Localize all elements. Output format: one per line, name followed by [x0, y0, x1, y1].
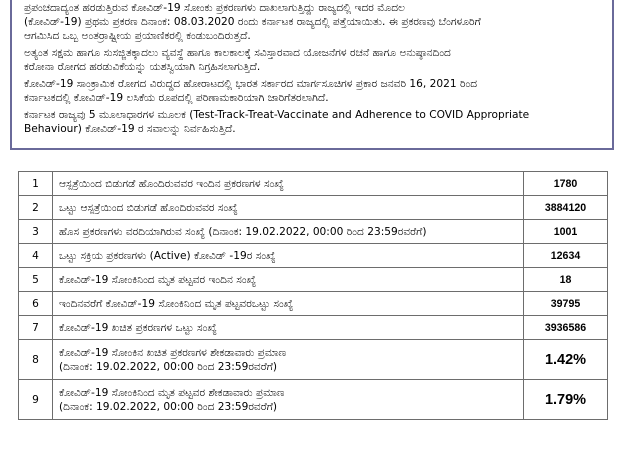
table-row [19, 340, 608, 380]
row-value: 3936586 [524, 316, 608, 340]
row-label: ಆಸ್ಪತ್ರೆಯಿಂದ ಬಿಡುಗಡೆ ಹೊಂದಿರುವವರ ಇಂದಿನ ಪ್ರಕರಣಗಳ ಸಂಖ್ಯೆ [53, 172, 524, 196]
row-label: ಇಂದಿನವರೆಗೆ ಕೋವಿಡ್-19 ಸೋಂಕಿನಿಂದ ಮೃತ ಪಟ್ಟವರಒಟ್ಟು ಸಂಖ್ಯೆ [53, 292, 524, 316]
row-label-cell [53, 340, 524, 380]
row-label: ಕೋವಿಡ್-19 ಖಚಿತ ಪ್ರಕರಣಗಳ ಒಟ್ಟು ಸಂಖ್ಯೆ [53, 316, 524, 340]
row-number: 5 [19, 268, 53, 292]
table-row [19, 316, 608, 340]
table-row [19, 380, 608, 420]
row-value: 39795 [524, 292, 608, 316]
intro-line: ಪ್ರಪಂಚದಾದ್ಯಂತ ಹರಡುತ್ತಿರುವ ಕೋವಿಡ್-19 ಸೋಂಕು ಪ್ರಕರಣಗಳು ದಾಖಲಾಗುತ್ತಿದ್ದು ರಾಜ್ಯದಲ್ಲಿ ಇದರ ಮೊದಲ [24, 2, 405, 14]
row-number: 1 [19, 172, 53, 196]
row-label: ಕೋವಿಡ್-19 ಸೋಂಕಿನಿಂದ ಮೃತ ಪಟ್ಟವರ ಇಂದಿನ ಸಂಖ್ಯೆ [53, 268, 524, 292]
row-number: 2 [19, 196, 53, 220]
row-label-cell [53, 380, 524, 420]
row-number: 9 [19, 380, 53, 420]
row-number: 3 [19, 220, 53, 244]
intro-line: ಕೋವಿಡ್-19 ಸಾಂಕ್ರಾಮಿಕ ರೋಗದ ವಿರುದ್ಧದ ಹೋರಾಟದಲ್ಲಿ ಭಾರತ ಸರ್ಕಾರದ ಮಾರ್ಗಸೂಚಿಗಳ ಪ್ರಕಾರ ಜನವರಿ 16, 2021 ರಿಂದ [24, 78, 478, 90]
intro-box [10, 0, 614, 150]
table-row [19, 196, 608, 220]
intro-line: (ಕೋವಿಡ್-19) ಪ್ರಥಮ ಪ್ರಕರಣ ದಿನಾಂಕ: 08.03.2020 ರಂದು ಕರ್ನಾಟಕ ರಾಜ್ಯದಲ್ಲಿ ಪತ್ತೆಯಾಯಿತು. ಈ ಪ್ರಕರಣವು ಬೆಂಗಳೂರಿಗೆ [24, 16, 481, 28]
intro-line: Behaviour) ಕೋವಿಡ್-19 ರ ಸವಾಲನ್ನು ನಿರ್ವಹಿಸುತ್ತಿದೆ. [24, 123, 236, 135]
row-value: 12634 [524, 244, 608, 268]
intro-line: ಕರ್ನಾಟಕ ರಾಜ್ಯವು 5 ಮೂಲಾಧಾರಗಳ ಮೂಲಕ (Test-Track-Treat-Vaccinate and Adherence to COVID Appropriate [24, 109, 530, 121]
row-value: 3884120 [524, 196, 608, 220]
row-value: 18 [524, 268, 608, 292]
row-date-range: (ದಿನಾಂಕ: 19.02.2022, 00:00 ರಿಂದ 23:59ರವರೆಗೆ) [59, 360, 278, 373]
row-label: ಒಟ್ಟು ಆಸ್ಪತ್ರೆಯಿಂದ ಬಿಡುಗಡೆ ಹೊಂದಿರುವವರ ಸಂಖ್ಯೆ [53, 196, 524, 220]
table-row [19, 172, 608, 196]
intro-line: ಕರೋನಾ ರೋಗದ ಹರಡುವಿಕೆಯನ್ನು ಯಶಸ್ವಿಯಾಗಿ ನಿಗ್ರಹಿಸಲಾಗುತ್ತಿದೆ. [24, 61, 261, 73]
table-row [19, 292, 608, 316]
row-label: ಹೊಸ ಪ್ರಕರಣಗಳು ವರದಿಯಾಗಿರುವ ಸಂಖ್ಯೆ (ದಿನಾಂಕ: 19.02.2022, 00:00 ರಿಂದ 23:59ರವರೆಗೆ) [53, 220, 524, 244]
row-value: 1001 [524, 220, 608, 244]
row-label: ಕೋವಿಡ್-19 ಸೋಂಕಿನಿಂದ ಮೃತ ಪಟ್ಟವರ ಶೇಕಡಾವಾರು ಪ್ರಮಾಣ [59, 386, 285, 399]
intro-line: ಕರ್ನಾಟಕದಲ್ಲಿ ಕೋವಿಡ್-19 ಲಸಿಕೆಯ ರೂಪದಲ್ಲಿ ಪರಿಣಾಮಕಾರಿಯಾಗಿ ಜಾರಿಗೆತರಲಾಗಿದೆ. [24, 92, 329, 104]
row-number: 7 [19, 316, 53, 340]
covid-stats-table [18, 171, 608, 420]
row-value: 1.42% [524, 340, 608, 380]
row-value: 1780 [524, 172, 608, 196]
row-number: 8 [19, 340, 53, 380]
table-row [19, 220, 608, 244]
row-value: 1.79% [524, 380, 608, 420]
row-date-range: (ದಿನಾಂಕ: 19.02.2022, 00:00 ರಿಂದ 23:59ರವರೆಗೆ) [59, 400, 278, 413]
intro-line: ಆಗಮಿಸಿದ ಒಬ್ಬ ಅಂತರ್ರಾಷ್ಟ್ರೀಯ ಪ್ರಯಾಣಿಕರಲ್ಲಿ ಕಂಡುಬಂದಿರುತ್ತದೆ. [24, 30, 251, 42]
intro-line: ಅತ್ಯಂತ ಸಕ್ಷಮ ಹಾಗೂ ಸುಸಜ್ಜಿತಕ್ಕಾದಲು ವ್ಯವಸ್ಥೆ ಹಾಗೂ ಕಾಲಕಾಲಕ್ಕೆ ಸವಿಸ್ತಾರವಾದ ಯೋಜನೆಗಳ ರಚನೆ ಹಾಗೂ ಅನುಷ್ಠಾನದಿಂದ [24, 47, 451, 59]
row-label: ಒಟ್ಟು ಸಕ್ರಿಯ ಪ್ರಕರಣಗಳು (Active) ಕೋವಿಡ್ -19ರ ಸಂಖ್ಯೆ [53, 244, 524, 268]
table-row [19, 244, 608, 268]
row-number: 4 [19, 244, 53, 268]
row-number: 6 [19, 292, 53, 316]
table-row [19, 268, 608, 292]
row-label: ಕೋವಿಡ್-19 ಸೋಂಕಿನ ಖಚಿತ ಪ್ರಕರಣಗಳ ಶೇಕಡಾವಾರು ಪ್ರಮಾಣ [59, 346, 287, 359]
